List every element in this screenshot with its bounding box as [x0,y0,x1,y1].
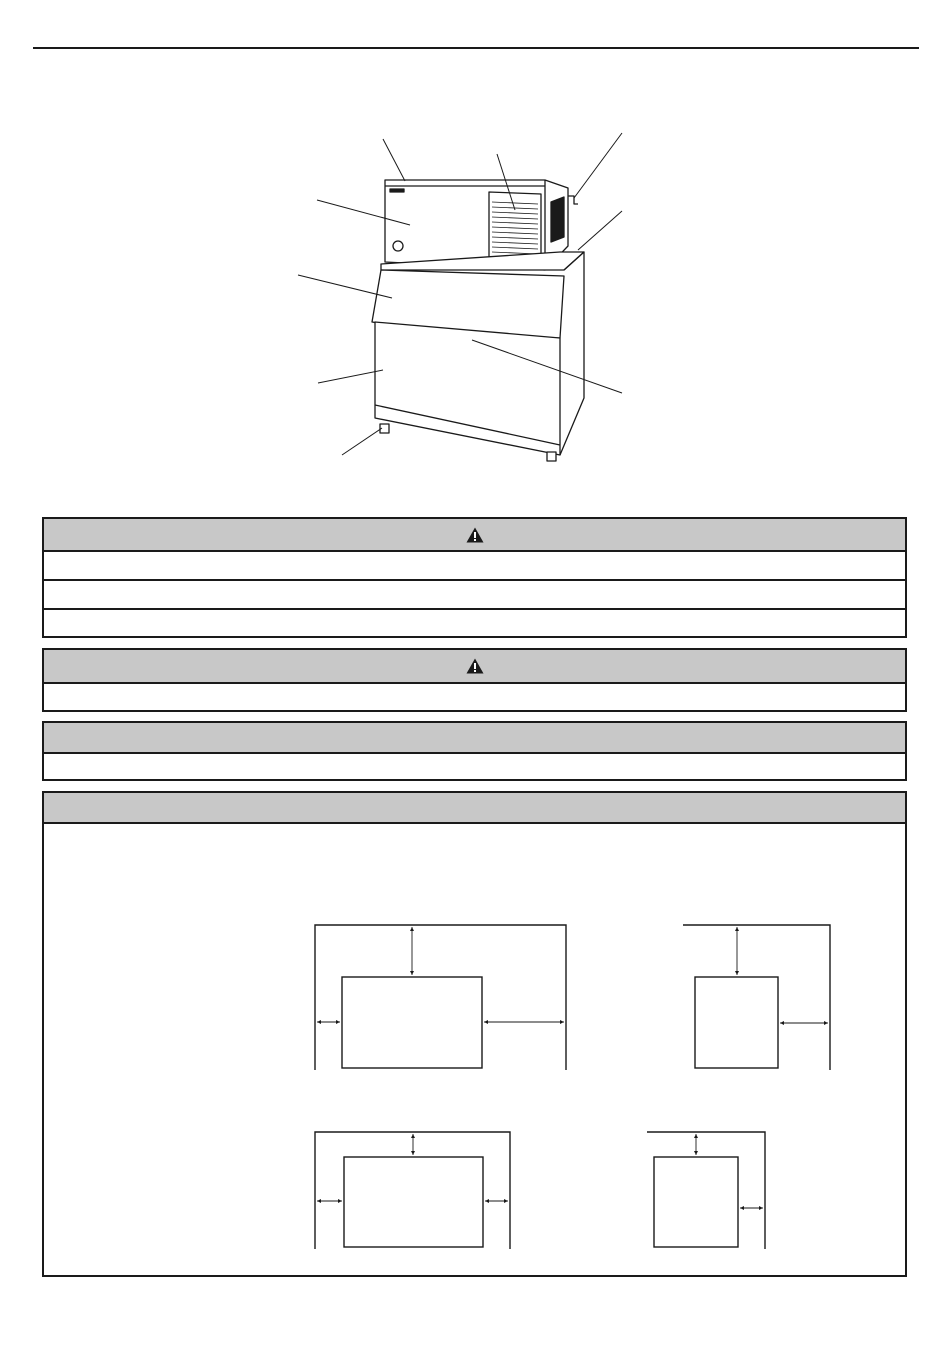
notice-panel [42,721,907,781]
ice-machine-illustration [290,125,640,470]
clearance-diagram-narrow [680,920,835,1072]
unit-outline [695,977,778,1068]
warning-header [44,519,905,552]
unit-outline [654,1157,738,1247]
clearance-header [44,793,905,824]
unit-outline [342,977,482,1068]
unit-outline [344,1157,483,1247]
clearance-diagram-narrow-lower [644,1127,770,1251]
warning-row [44,581,905,610]
callout-line-cabinet [318,370,383,383]
warning-panel [42,517,907,638]
caution-panel [42,648,907,712]
caution-row [44,684,905,710]
callout-line-bin-top [578,211,622,250]
leg-right [547,452,556,461]
bin-cabinet [375,322,560,455]
notice-row [44,754,905,779]
callout-line-top-panel [383,139,405,181]
warning-triangle-icon [466,658,484,674]
header-rule [33,47,919,49]
callout-line-leg [342,428,382,455]
notice-header [44,723,905,754]
clearance-diagram-wide-lower [310,1127,516,1251]
clearance-diagram-wide [310,920,572,1072]
callout-line-water-inlet [574,133,622,198]
warning-row [44,552,905,581]
caution-header [44,650,905,684]
warning-row [44,610,905,636]
clearance-row [44,824,905,871]
warning-triangle-icon [466,527,484,543]
